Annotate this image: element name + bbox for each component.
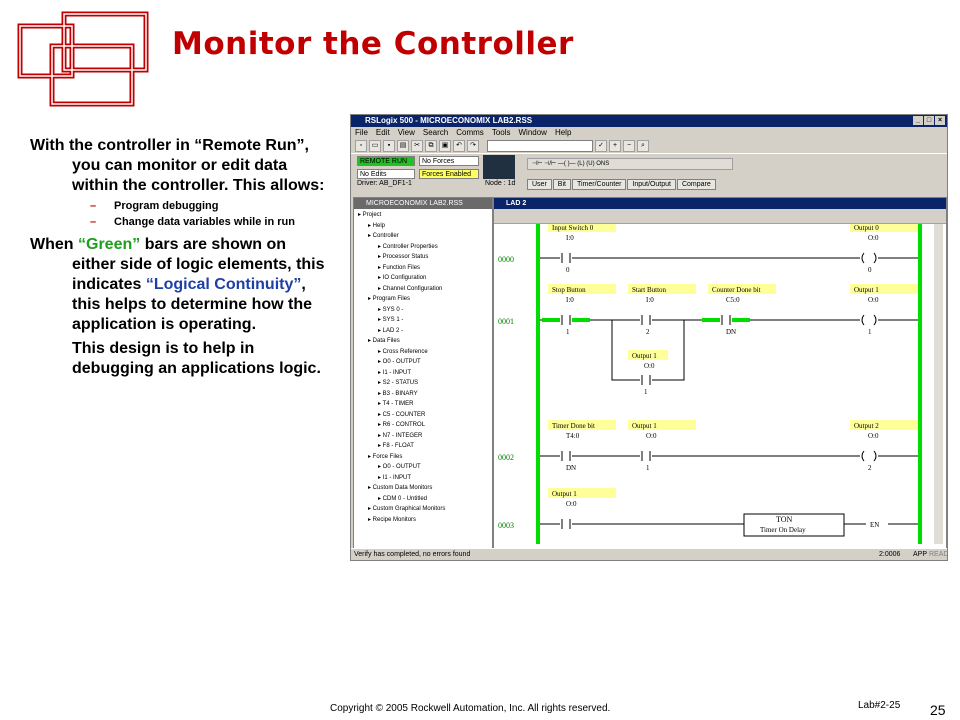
element-bit: DN: [726, 328, 737, 336]
logical-continuity-term: “Logical Continuity”: [145, 276, 302, 293]
page-number: 25: [930, 702, 946, 718]
tree-item[interactable]: ▸ Custom Data Monitors: [368, 485, 433, 491]
tree-item[interactable]: ▸ IO Configuration: [378, 275, 427, 281]
tab-user[interactable]: User: [527, 179, 552, 190]
timer-type: TON: [776, 515, 793, 524]
tree-item[interactable]: ▸ S2 - STATUS: [378, 380, 419, 386]
menu-comms[interactable]: Comms: [456, 128, 484, 137]
ladder-toolbar: [494, 209, 946, 224]
element-bit: 1: [644, 388, 648, 396]
status-position: 2:0006: [879, 551, 901, 558]
window-title: RSLogix 500 - MICROECONOMIX LAB2.RSS: [365, 116, 533, 125]
main-toolbar: [351, 139, 947, 154]
minimize-button[interactable]: _: [913, 116, 923, 125]
element-address: O:0: [566, 500, 577, 508]
ladder-diagram: [494, 224, 944, 544]
save-icon[interactable]: ▪: [383, 140, 395, 152]
element-bit: 0: [566, 266, 570, 274]
tree-item[interactable]: ▸ Recipe Monitors: [368, 516, 417, 523]
print-icon[interactable]: ▤: [397, 140, 409, 152]
menu-view[interactable]: View: [397, 128, 415, 137]
element-address: I:0: [566, 234, 574, 242]
element-label: Timer Done bit: [552, 422, 595, 430]
node-label: Node : 1d: [485, 180, 516, 187]
tree-item[interactable]: ▸ N7 - INTEGER: [378, 432, 423, 439]
menu-file[interactable]: File: [355, 128, 368, 137]
menu-search[interactable]: Search: [422, 128, 449, 137]
element-label: Output 1: [552, 490, 577, 498]
tree-item[interactable]: ▸ B3 - BINARY: [378, 390, 418, 397]
continuity-bar: [702, 318, 720, 322]
element-bit: DN: [566, 464, 577, 472]
element-address: T4:0: [566, 432, 580, 440]
element-bit: 1: [566, 328, 570, 336]
element-bit: 1: [646, 464, 650, 472]
close-button[interactable]: ×: [935, 116, 945, 125]
rung-number: 0002: [498, 453, 514, 462]
continuity-bar: [542, 318, 560, 322]
rung-number: 0001: [498, 317, 514, 326]
vertical-scrollbar: [934, 224, 943, 544]
element-address: O:0: [646, 432, 657, 440]
left-power-rail: [536, 224, 540, 544]
tree-item[interactable]: ▸ I1 - INPUT: [378, 369, 412, 376]
instruction-palette[interactable]: ⊣⊢ ⊣/⊢ —( )— (L) (U) ONS: [527, 158, 733, 170]
element-bit: 2: [868, 464, 872, 472]
paste-icon[interactable]: ▣: [439, 140, 451, 152]
cut-icon[interactable]: ✂: [411, 140, 423, 152]
tree-item[interactable]: ▸ Project: [358, 212, 382, 218]
tree-item[interactable]: ▸ T4 - TIMER: [378, 401, 414, 407]
menu-tools[interactable]: Tools: [491, 128, 511, 137]
tree-item[interactable]: ▸ Channel Configuration: [378, 285, 443, 292]
tree-item[interactable]: ▸ Force Files: [368, 453, 403, 460]
continuity-bar: [572, 318, 590, 322]
zoom-out-icon[interactable]: −: [623, 140, 635, 152]
lab-reference: Lab#2-25: [858, 700, 901, 711]
tree-item[interactable]: ▸ F8 - FLOAT: [378, 443, 414, 449]
sub-list: [30, 200, 330, 229]
rung-number: 0003: [498, 521, 514, 530]
tree-item[interactable]: ▸ Cross Reference: [378, 348, 428, 355]
driver-label: Driver: AB_DF1-1: [357, 180, 412, 187]
element-address: O:0: [644, 362, 655, 370]
element-label: Output 2: [854, 422, 879, 430]
edits-field[interactable]: No Edits: [357, 169, 415, 179]
new-icon[interactable]: ▫: [355, 140, 367, 152]
element-address: I:0: [566, 296, 574, 304]
element-label: Output 0: [854, 224, 879, 232]
sub-item-debugging: – Program debugging: [90, 200, 219, 212]
status-message: Verify has completed, no errors found: [354, 551, 471, 558]
mode-field[interactable]: REMOTE RUN: [357, 156, 415, 166]
tree-item[interactable]: ▸ O0 - OUTPUT: [378, 464, 421, 470]
undo-icon[interactable]: ↶: [453, 140, 465, 152]
tab-input-output[interactable]: Input/Output: [627, 179, 676, 190]
element-label: Input Switch 0: [552, 224, 594, 232]
element-label: Counter Done bit: [712, 286, 761, 294]
tree-item[interactable]: ▸ SYS 0 -: [378, 306, 404, 313]
element-address: C5:0: [726, 296, 740, 304]
sub-item-label: Change data variables while in run: [114, 216, 295, 228]
project-pane-title: MICROECONOMIX LAB2.RSS: [354, 198, 492, 209]
status-read: READ: [929, 551, 949, 558]
verify-icon[interactable]: ✓: [595, 140, 607, 152]
tab-bit[interactable]: Bit: [553, 179, 571, 190]
continuity-paragraph: [30, 235, 330, 335]
element-label: Output 1: [854, 286, 879, 294]
window-titlebar: [351, 115, 947, 127]
rslogix-window: [350, 114, 948, 561]
company-logo: [14, 10, 164, 110]
tree-item[interactable]: ▸ Function Files: [378, 264, 421, 271]
copyright-footer: Copyright © 2005 Rockwell Automation, Inc. All rights reserved.: [330, 703, 611, 714]
tree-item[interactable]: ▸ O0 - OUTPUT: [378, 359, 421, 365]
sub-item-change-data: – Change data variables while in run: [90, 216, 295, 228]
tree-item[interactable]: ▸ LAD 2 -: [378, 327, 404, 334]
find-icon[interactable]: ⌕: [637, 140, 649, 152]
tab-compare[interactable]: Compare: [677, 179, 716, 190]
tree-item[interactable]: ▸ R6 - CONTROL: [378, 422, 426, 428]
open-icon[interactable]: ▭: [369, 140, 381, 152]
tree-item[interactable]: ▸ Data Files: [368, 338, 400, 344]
tree-item[interactable]: ▸ Controller: [368, 233, 399, 239]
ladder-pane: [493, 197, 947, 549]
body-text: [30, 136, 330, 383]
element-bit: 2: [646, 328, 650, 336]
element-bit: 0: [868, 266, 872, 274]
status-app: APP: [913, 551, 928, 558]
tab-timer-counter[interactable]: Timer/Counter: [572, 179, 626, 190]
timer-enable: EN: [870, 521, 880, 529]
tree-item[interactable]: ▸ I1 - INPUT: [378, 474, 412, 481]
element-label: Start Button: [632, 286, 667, 294]
green-term: “Green”: [78, 236, 141, 253]
project-tree: [354, 209, 492, 525]
intro-paragraph: With the controller in “Remote Run”, you can monitor or edit data within the controller. This allows:: [30, 137, 325, 194]
tree-item[interactable]: ▸ CDM 0 - Untitled: [378, 495, 428, 502]
slide-title: Monitor the Controller: [172, 26, 574, 62]
tree-item[interactable]: ▸ Help: [368, 222, 386, 229]
project-pane: [353, 197, 493, 549]
element-label: Output 1: [632, 422, 657, 430]
text-run: bars are shown on either side of logic elements, this indicates: [72, 236, 325, 293]
timer-description: Timer On Delay: [760, 526, 806, 534]
element-bit: 1: [868, 328, 872, 336]
zoom-in-icon[interactable]: +: [609, 140, 621, 152]
tree-item[interactable]: ▸ C5 - COUNTER: [378, 411, 426, 418]
menu-bar: [351, 127, 947, 139]
search-combo[interactable]: [487, 140, 593, 152]
forces-field[interactable]: No Forces: [419, 156, 479, 166]
maximize-button[interactable]: □: [924, 116, 934, 125]
design-paragraph: This design is to help in debugging an applications logic.: [72, 340, 321, 377]
ladder-pane-title: LAD 2: [494, 198, 946, 209]
tree-item[interactable]: ▸ Custom Graphical Monitors: [368, 506, 446, 512]
instruction-tabs: [527, 179, 716, 190]
element-label: Stop Button: [552, 286, 586, 294]
status-bar: [351, 548, 947, 560]
tree-item[interactable]: ▸ Controller Properties: [378, 243, 438, 250]
element-address: I:0: [646, 296, 654, 304]
menu-help[interactable]: Help: [554, 128, 572, 137]
menu-window[interactable]: Window: [518, 128, 547, 137]
element-address: O:0: [868, 296, 879, 304]
element-address: O:0: [868, 432, 879, 440]
forces-enabled-field[interactable]: Forces Enabled: [419, 169, 479, 179]
redo-icon[interactable]: ↷: [467, 140, 479, 152]
element-label: Output 1: [632, 352, 657, 360]
text-run: , this helps to determine how the application is operating.: [72, 276, 313, 333]
copy-icon[interactable]: ⧉: [425, 140, 437, 152]
menu-edit[interactable]: Edit: [375, 128, 390, 137]
tree-item[interactable]: ▸ Program Files: [368, 296, 411, 302]
text-run: When: [30, 236, 78, 253]
rung-number: 0000: [498, 255, 514, 264]
right-power-rail: [918, 224, 922, 544]
sub-item-label: Program debugging: [114, 200, 219, 212]
element-address: O:0: [868, 234, 879, 242]
processor-animation-icon: [483, 155, 515, 179]
continuity-bar: [732, 318, 750, 322]
tree-item[interactable]: ▸ SYS 1 -: [378, 317, 404, 323]
tree-item[interactable]: ▸ Processor Status: [378, 254, 429, 260]
